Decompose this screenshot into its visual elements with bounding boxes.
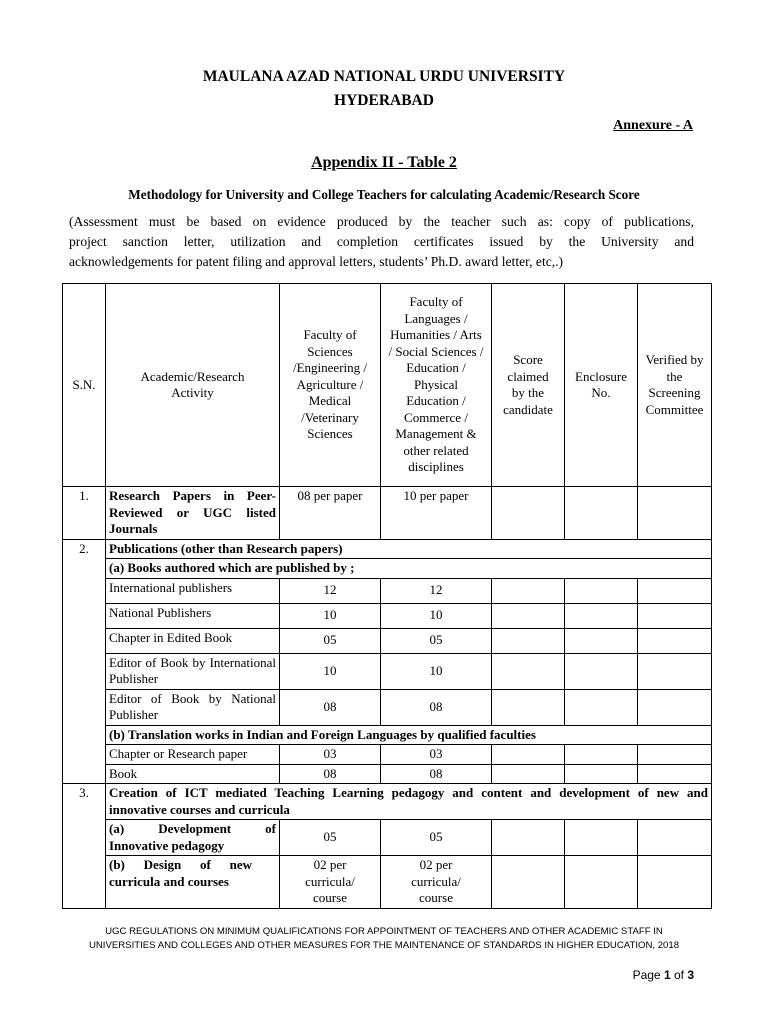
assessment-line: (Assessment must be based on evidence produced by the teacher such as: copy of publications, <box>69 214 694 229</box>
page-number <box>633 968 694 982</box>
table-row <box>63 820 712 856</box>
page-prefix: Page <box>632 968 664 982</box>
methodology-subtitle: Methodology for University and College Teachers for calculating Academic/Research Score <box>128 187 640 202</box>
row-activity <box>106 856 280 909</box>
row-activity: International publishers <box>106 578 280 603</box>
subsection-heading: (a) Books authored which are published by ; <box>106 559 712 579</box>
row-enclosure-cell[interactable] <box>565 653 638 689</box>
row-sn: 2. <box>63 539 106 784</box>
table-row <box>63 856 712 909</box>
header-score-text: Score claimed by the candidate <box>503 352 553 417</box>
assessment-line: acknowledgements for patent filing and approval letters, students’ Ph.D. award letter, etc,.) <box>69 254 564 269</box>
table-row <box>63 653 712 689</box>
row-enclosure-cell[interactable] <box>565 820 638 856</box>
row-score-cell[interactable] <box>492 820 565 856</box>
row-activity: Chapter or Research paper <box>106 745 280 765</box>
row-score-cell[interactable] <box>492 856 565 909</box>
row-sn: 1. <box>63 487 106 540</box>
row-languages-score: 05 <box>381 820 492 856</box>
header-activity-text: Academic/Research Activity <box>140 368 245 400</box>
row-activity: Editor of Book by National Publisher <box>106 689 280 725</box>
row-languages-score-text: 02 per curricula/ course <box>411 857 461 905</box>
row-enclosure-cell[interactable] <box>565 856 638 909</box>
row-enclosure-cell[interactable] <box>565 689 638 725</box>
page-total: 3 <box>687 968 694 982</box>
row-sciences-score: 10 <box>280 603 381 628</box>
assessment-note <box>69 212 694 272</box>
row-verified-cell[interactable] <box>638 820 712 856</box>
table-row <box>63 764 712 784</box>
table-row <box>63 628 712 653</box>
table-row <box>63 745 712 765</box>
footer-line: UNIVERSITIES AND COLLEGES AND OTHER MEASURES FOR THE MAINTENANCE OF STANDARDS IN HIGHER EDUCATION, 2018 <box>88 940 680 951</box>
row-enclosure-cell[interactable] <box>565 578 638 603</box>
header-activity <box>106 284 280 487</box>
row-sn: 3. <box>63 784 106 909</box>
header-sn: S.N. <box>63 284 106 487</box>
row-languages-score: 03 <box>381 745 492 765</box>
assessment-line: project sanction letter, utilization and completion certificates issued by the University and <box>69 234 694 249</box>
row-sciences-score: 10 <box>280 653 381 689</box>
row-score-cell[interactable] <box>492 487 565 540</box>
footer-text <box>0 925 768 953</box>
table-row <box>63 578 712 603</box>
academic-score-table <box>62 283 712 909</box>
row-languages-score: 12 <box>381 578 492 603</box>
row-activity: Editor of Book by International Publisher <box>106 653 280 689</box>
row-score-cell[interactable] <box>492 745 565 765</box>
row-activity: (a) Development of Innovative pedagogy <box>106 820 280 856</box>
row-verified-cell[interactable] <box>638 689 712 725</box>
row-sciences-score: 08 per paper <box>280 487 381 540</box>
header-languages <box>381 284 492 487</box>
row-score-cell[interactable] <box>492 628 565 653</box>
row-verified-cell[interactable] <box>638 487 712 540</box>
row-languages-score: 10 per paper <box>381 487 492 540</box>
row-languages-score: 08 <box>381 764 492 784</box>
row-verified-cell[interactable] <box>638 603 712 628</box>
row-sciences-score: 08 <box>280 689 381 725</box>
row-enclosure-cell[interactable] <box>565 628 638 653</box>
row-score-cell[interactable] <box>492 653 565 689</box>
table-row <box>63 487 712 540</box>
row-sciences-score: 08 <box>280 764 381 784</box>
row-verified-cell[interactable] <box>638 578 712 603</box>
row-score-cell[interactable] <box>492 764 565 784</box>
row-activity: National Publishers <box>106 603 280 628</box>
footer-line: UGC REGULATIONS ON MINIMUM QUALIFICATIONS FOR APPOINTMENT OF TEACHERS AND OTHER ACADEMIC STAFF IN <box>105 926 663 937</box>
row-enclosure-cell[interactable] <box>565 764 638 784</box>
header-enclosure: Enclosure No. <box>565 284 638 487</box>
annexure-label: Annexure - A <box>613 118 693 133</box>
row-sciences-score: 05 <box>280 820 381 856</box>
subsection-heading: (b) Translation works in Indian and Foreign Languages by qualified faculties <box>106 725 712 745</box>
row-enclosure-cell[interactable] <box>565 487 638 540</box>
section-heading: Creation of ICT mediated Teaching Learning pedagogy and content and development of new and innovative courses and curricula <box>106 784 712 820</box>
table-row <box>63 539 712 559</box>
row-verified-cell[interactable] <box>638 653 712 689</box>
row-activity: Book <box>106 764 280 784</box>
row-sciences-score <box>280 856 381 909</box>
page-of: of <box>670 968 688 982</box>
row-verified-cell[interactable] <box>638 628 712 653</box>
section-heading: Publications (other than Research papers) <box>106 539 712 559</box>
row-languages-score: 10 <box>381 603 492 628</box>
row-languages-score <box>381 856 492 909</box>
row-enclosure-cell[interactable] <box>565 603 638 628</box>
university-city: HYDERABAD <box>334 92 434 109</box>
table-header-row <box>63 284 712 487</box>
row-score-cell[interactable] <box>492 603 565 628</box>
row-activity: Chapter in Edited Book <box>106 628 280 653</box>
row-sciences-score: 03 <box>280 745 381 765</box>
row-activity: Research Papers in Peer-Reviewed or UGC listed Journals <box>106 487 280 540</box>
row-languages-score: 05 <box>381 628 492 653</box>
row-sciences-score-text: 02 per curricula/ course <box>305 857 355 905</box>
appendix-title: Appendix II - Table 2 <box>311 154 457 171</box>
header-verified: Verified by the Screening Committee <box>638 284 712 487</box>
row-verified-cell[interactable] <box>638 764 712 784</box>
row-enclosure-cell[interactable] <box>565 745 638 765</box>
header-score <box>492 284 565 487</box>
row-languages-score: 08 <box>381 689 492 725</box>
row-languages-score: 10 <box>381 653 492 689</box>
table-row <box>63 603 712 628</box>
row-activity-text: (b) Design of new curricula and courses <box>109 857 252 889</box>
row-sciences-score: 05 <box>280 628 381 653</box>
row-verified-cell[interactable] <box>638 856 712 909</box>
row-sciences-score: 12 <box>280 578 381 603</box>
table-row <box>63 559 712 579</box>
header-languages-text: Faculty of Languages / Humanities / Arts / Social Sciences / Education / Physical Education / Commerce / Management & other related disciplines <box>388 294 484 475</box>
row-score-cell[interactable] <box>492 578 565 603</box>
header-sciences: Faculty of Sciences /Engineering / Agriculture / Medical /Veterinary Sciences <box>280 284 381 487</box>
row-verified-cell[interactable] <box>638 745 712 765</box>
table-row <box>63 689 712 725</box>
page-current: 1 <box>663 968 671 982</box>
table-row <box>63 725 712 745</box>
row-score-cell[interactable] <box>492 689 565 725</box>
table-row <box>63 784 712 820</box>
university-name: MAULANA AZAD NATIONAL URDU UNIVERSITY <box>202 68 566 85</box>
